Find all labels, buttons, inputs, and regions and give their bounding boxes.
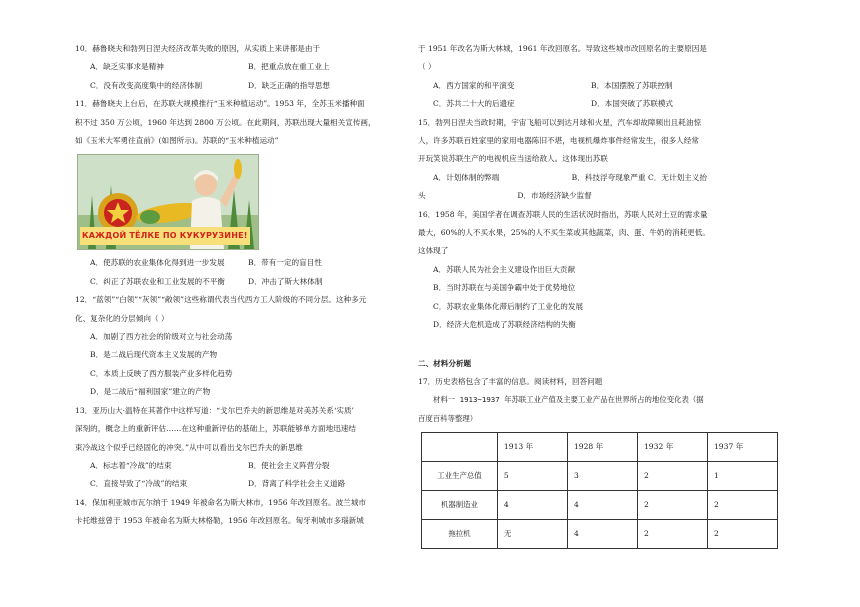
table-cell: 5 [497,462,567,491]
q10-option-b: B．把重点放在重工业上 [248,62,330,72]
q14-option-b: B．本国摆脱了苏联控制 [591,80,673,90]
q16-option-c: C．苏联农业集体化滞后制约了工业化的发展 [433,301,584,311]
q10-option-d: D．缺乏正确的指导思想 [248,80,331,90]
q11-option-b: B．带有一定的盲目性 [248,258,322,268]
left-column [75,40,407,531]
q15-stem-line-1: 15．勃列日涅夫当政时期，宇宙飞船可以到达月球和火星，汽车却故障频出且耗油惊 [418,117,702,127]
table-cell: 4 [497,491,567,520]
material-caption-line-2: 百度百科等整理） [418,413,478,423]
q13-stem-line-2: 深刻的，概念上的重新评估……在这种重新评估的基础上，苏联能够单方面地迅速结 [75,424,356,434]
q15-options-cd: 头 D．市场经济缺少监督 [418,191,592,201]
q12-stem-line-1: 12．“蓝领”“白领”“灰领”“敞领”这些称谓代表当代西方工人阶级的不同分层。这种多元 [75,295,367,305]
table-header-row [422,433,778,462]
q14-option-c: C．苏共二十大的后遗症 [433,99,515,109]
q15-stem-line-3: 开玩笑说苏联生产的电视机应当送给敌人。这体现出苏联 [418,154,608,164]
q13-option-a: A．标志着“冷战”的结束 [90,460,172,470]
material-caption-line-1: 材料一 1913~1937 年苏联工业产值及主要工业产品在世界所占的地位变化表（据 [433,395,704,405]
table-header-cell: 1932 年 [637,433,707,462]
q14-cont-line-1: 于 1951 年改名为斯大林城，1961 年改回原名。导致这些城市改回原名的主要原因是 [418,44,707,53]
q16-option-a: A．苏联人民为社会主义建设作出巨大贡献 [433,264,576,274]
table-header-cell: 1913 年 [497,433,567,462]
q16-stem-line-1: 16．1958 年，美国学者在调查苏联人民的生活状况时指出，苏联人民对土豆的需求量 [418,209,708,219]
table-cell: 4 [567,491,637,520]
q13-option-c: C．直接导致了“冷战”的结束 [90,479,188,489]
q10-options-ab [75,58,407,76]
table-row [422,520,778,549]
q14-cont-line-2: （ ） [418,62,436,72]
q12-stem-line-2: 化、复杂化的分层倾向（ ） [75,313,169,323]
table-row-label: 机器制造业 [422,491,498,520]
q12-option-d: D．是二战后“福利国家”建立的产物 [90,387,211,397]
table-cell: 无 [497,520,567,549]
q14-option-d: D．本国突破了苏联模式 [591,99,674,109]
industry-position-table [421,432,778,549]
q14-option-a: A．西方国家的和平演变 [433,80,515,90]
table-row [422,491,778,520]
q14-stem-line-2: 卡托维兹曾于 1953 年被命名为斯大林格勒，1956 年改回原名。匈牙利城市多瑙新城 [75,516,364,526]
table-header-cell: 1928 年 [567,433,637,462]
table-header-cell [422,433,498,462]
right-column [418,40,778,549]
table-cell: 3 [567,462,637,491]
q11-option-a: A．使苏联的农业集体化得到进一步发展 [90,258,225,268]
q15-stem-line-2: 人，许多苏联百姓家里的家用电器陈旧不堪，电视机爆炸事件经常发生，很多人经常 [418,136,699,146]
table-cell: 2 [707,491,777,520]
q16-stem-line-3: 这体现了 [418,246,449,256]
q12-option-a: A．加剧了西方社会的阶级对立与社会动荡 [90,332,233,342]
table-cell: 2 [637,491,707,520]
q12-option-b: B．是二战后现代资本主义发展的产物 [90,350,218,360]
table-cell: 4 [567,520,637,549]
q12-option-c: C．本质上反映了西方服装产业多样化趋势 [90,368,233,378]
table-cell: 2 [637,462,707,491]
table-cell: 2 [707,520,777,549]
section-title: 二、材料分析题 [418,358,472,368]
q13-stem-line-1: 13．亚历山大·温特在其著作中这样写道：“戈尔巴乔夫的新思维是对美苏关系‘实质’ [75,405,354,415]
table-cell: 2 [637,520,707,549]
q13-stem-line-3: 束冷战这个似乎已经固化的冲突。”从中可以看出戈尔巴乔夫的新思维 [75,442,303,452]
q16-stem-line-2: 最大，60%的人不买水果，25%的人不买生菜或其他蔬菜，肉、蛋、牛奶的消耗更低。 [418,228,710,238]
q10-option-a: A．缺乏实事求是精神 [90,62,164,72]
q13-options-cd [75,475,407,493]
poster-caption: КАЖДОЙ ТЁЛКЕ ПО КУКУРУЗИНЕ! [80,227,250,245]
q11-stem-line-2: 积不过 350 万公顷，1960 年达到 2800 万公顷。在此期间，苏联出现大量相关宣传画， [75,117,376,127]
q13-option-d: D．背离了科学社会主义道路 [248,479,346,489]
q17-stem: 17．历史表格包含了丰富的信息。阅读材料，回答问题 [418,376,603,386]
table-header-cell: 1937 年 [707,433,777,462]
q13-option-b: B．使社会主义阵营分裂 [248,460,330,470]
q10-stem: 10．赫鲁晓夫和勃列日涅夫经济改革失败的原因，从实质上来讲都是由于 [75,44,321,53]
q13-options-ab [75,457,407,475]
table-row-label: 工业生产总值 [422,462,498,491]
q14-options-ab [418,77,778,95]
table-cell: 1 [707,462,777,491]
q10-option-c: C．没有改变高度集中的经济体制 [90,80,203,90]
q11-stem-line-3: 如《玉米大军勇往直前》(如图所示)。苏联的“玉米种植运动” [75,136,279,146]
q15-options-abc: A．计划体制的弊端 B．科技浮夸现象严重 C．无计划主义抬 [433,172,707,182]
q16-option-b: B．当时苏联在与美国争霸中处于优势地位 [433,283,576,293]
q10-options-cd [75,77,407,95]
q11-option-c: C．纠正了苏联农业和工业发展的不平衡 [90,276,225,286]
q11-options-cd [75,273,407,291]
q16-option-d: D．经济大危机造成了苏联经济结构的失衡 [433,320,576,330]
q11-options-ab [75,254,407,272]
q11-stem-line-1: 11．赫鲁晓夫上台后，在苏联大规模推行“玉米种植运动”。1953 年，全苏玉米播种面 [75,99,365,109]
q11-option-d: D．冲击了斯大林体制 [248,276,323,286]
table-row-label: 拖拉机 [422,520,498,549]
q14-options-cd [418,95,778,113]
corn-propaganda-poster [77,154,259,250]
q14-stem-line-1: 14．保加利亚城市瓦尔纳于 1949 年被命名为斯大林市，1956 年改回原名。波兰城市 [75,497,366,507]
table-row [422,462,778,491]
